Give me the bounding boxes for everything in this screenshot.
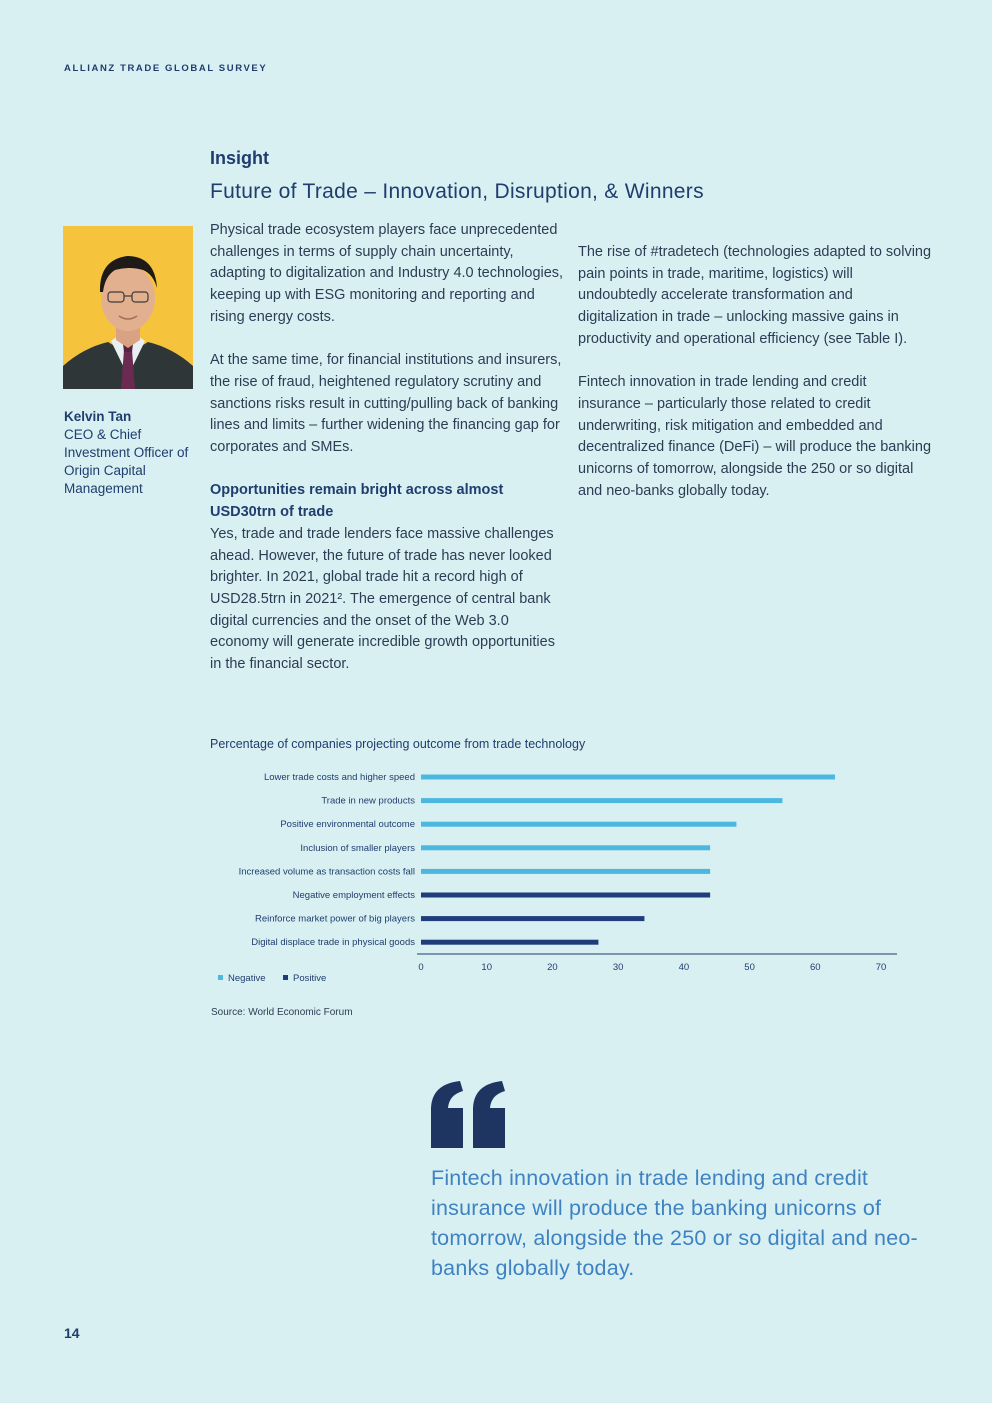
paragraph: The rise of #tradetech (technologies adapted to solving pain points in trade, maritime, logistics) will undoubtedly accelerate transformation and digitalization in trade – unlocking massive gains in productivity and operational efficiency (see Table I). — [578, 244, 932, 347]
author-photo — [63, 226, 193, 389]
x-tick-label: 70 — [875, 962, 887, 973]
category-label: Negative employment effects — [292, 890, 415, 901]
article-column-right — [578, 242, 933, 524]
page-number: 14 — [64, 1325, 80, 1341]
legend-label: Positive — [293, 973, 327, 984]
bar — [421, 916, 644, 921]
x-tick-label: 30 — [612, 962, 624, 973]
category-label: Increased volume as transaction costs fall — [238, 866, 415, 878]
paragraph: At the same time, for financial institutions and insurers, the rise of fraud, heightened regulatory scrutiny and sanctions risks result in cutting/pulling back of banking lines and limits – further widening the financing gap for corporates and SMEs. — [210, 352, 562, 456]
x-tick-label: 0 — [418, 962, 424, 973]
x-tick-label: 50 — [744, 962, 755, 973]
category-label: Positive environmental outcome — [280, 819, 415, 831]
legend-swatch — [283, 975, 288, 980]
x-tick-label: 10 — [481, 962, 493, 973]
bar — [421, 845, 710, 850]
bar-chart — [205, 760, 905, 990]
subheading: Opportunities remain bright across almost USD30trn of trade — [210, 482, 504, 521]
bar — [421, 869, 710, 874]
author-name: Kelvin Tan — [64, 409, 132, 424]
category-label: Lower trade costs and higher speed — [263, 772, 415, 783]
article-column-left — [210, 220, 565, 697]
category-label: Trade in new products — [321, 795, 415, 807]
legend-label: Negative — [228, 973, 266, 984]
bar — [421, 775, 835, 780]
bar — [421, 893, 710, 898]
page-title: Future of Trade – Innovation, Disruption, & Winners — [210, 180, 704, 203]
legend-swatch — [218, 975, 223, 980]
chart-title: Percentage of companies projecting outcome from trade technology — [210, 737, 586, 751]
survey-header: ALLIANZ TRADE GLOBAL SURVEY — [64, 63, 268, 74]
author-portrait-image — [63, 226, 193, 389]
x-tick-label: 60 — [809, 962, 821, 973]
author-caption — [64, 408, 199, 498]
chart-source: Source: World Economic Forum — [211, 1007, 353, 1018]
quote-mark-icon — [430, 1080, 510, 1150]
author-role: CEO & Chief Investment Officer of Origin Capital Management — [64, 427, 189, 496]
paragraph: Physical trade ecosystem players face unprecedented challenges in terms of supply chain uncertainty, adapting to digitalization and Industry 4.0 technologies, keeping up with ESG monitoring and reporting and rising energy costs. — [210, 222, 564, 325]
category-label: Inclusion of smaller players — [300, 842, 415, 854]
x-tick-label: 20 — [547, 962, 558, 973]
bar — [421, 822, 736, 827]
category-label: Digital displace trade in physical goods — [251, 937, 415, 949]
x-tick-label: 40 — [678, 962, 690, 973]
pull-quote: Fintech innovation in trade lending and credit insurance will produce the banking unicorns of tomorrow, alongside the 250 or so digital and neo-banks globally today. — [431, 1166, 918, 1280]
category-label: Reinforce market power of big players — [255, 913, 415, 925]
bar — [421, 940, 598, 945]
bar — [421, 798, 782, 803]
paragraph: Fintech innovation in trade lending and credit insurance – particularly those related to credit underwriting, risk mitigation and embedded and decentralized finance (DeFi) – will produce the banking unicorns of tomorrow, alongside the 250 or so digital and neo-banks globally today. — [578, 374, 932, 499]
paragraph: Yes, trade and trade lenders face massive challenges ahead. However, the future of trade has never looked brighter. In 2021, global trade hit a record high of USD28.5trn in 2021². The emergence of central bank digital currencies and the onset of the Web 3.0 economy will generate incredible growth opportunities in the financial sector. — [210, 525, 555, 673]
section-label: Insight — [210, 148, 269, 168]
